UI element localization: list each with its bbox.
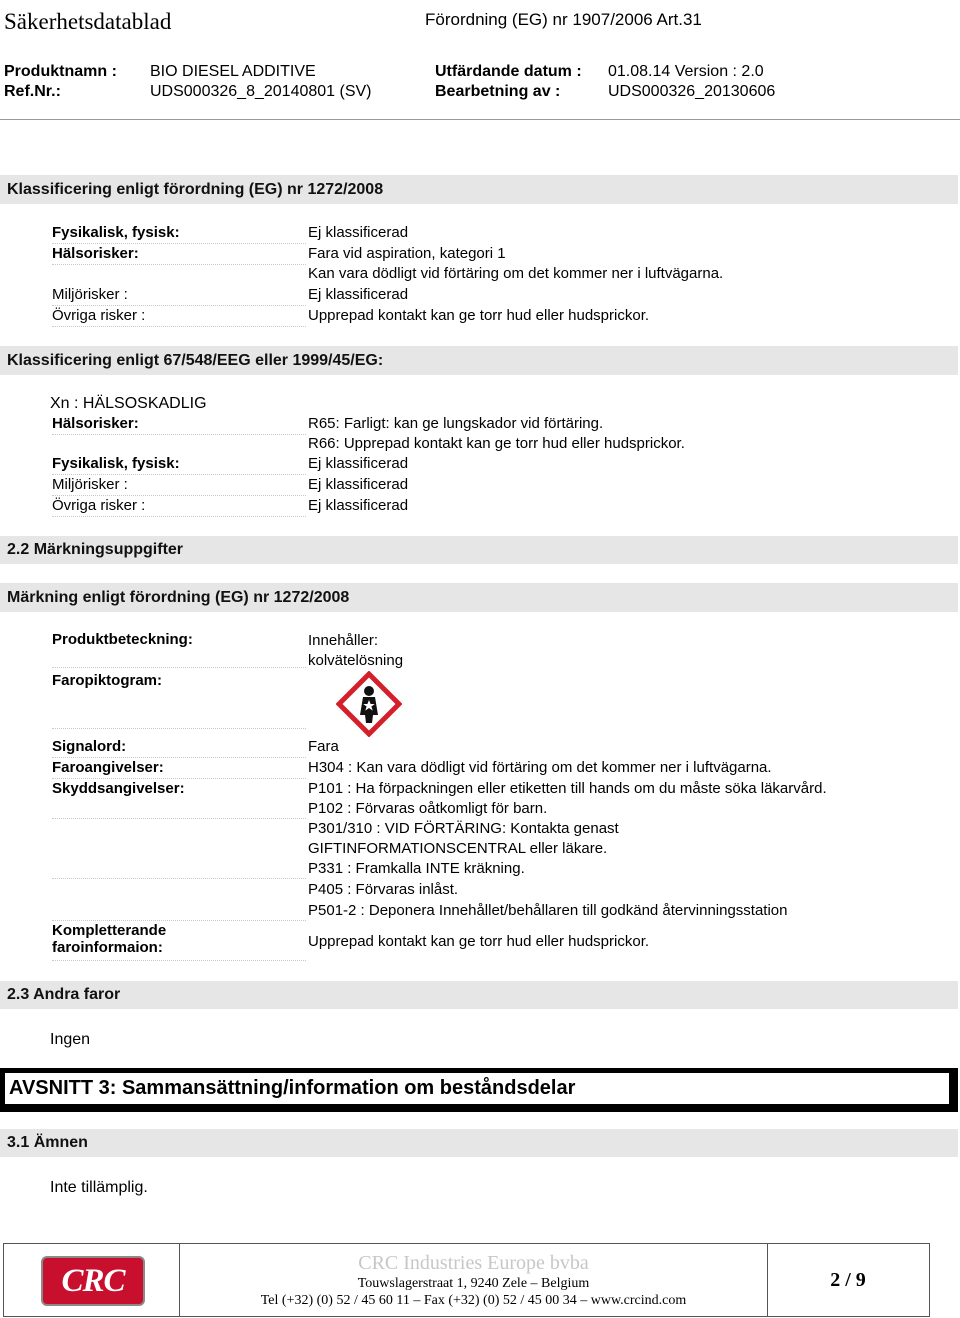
substances-band bbox=[0, 1129, 958, 1157]
section-3-title: AVSNITT 3: Sammansättning/information om beståndsdelar bbox=[9, 1077, 576, 1099]
supplementary-info-label-line-1: Kompletterande bbox=[52, 922, 167, 939]
dsd-environment-value: Ej klassificerad bbox=[308, 476, 409, 493]
supplementary-info-label bbox=[52, 922, 306, 961]
precautionary-statement-p102: P102 : Förvaras oåtkomligt för barn. bbox=[308, 800, 548, 817]
labelling-section-title: 2.2 Märkningsuppgifter bbox=[7, 541, 184, 558]
hazard-statement-h304: H304 : Kan vara dödligt vid förtäring om det kommer ner i luftvägarna. bbox=[308, 759, 772, 776]
precautionary-statement-p301-cont: GIFTINFORMATIONSCENTRAL eller läkare. bbox=[308, 840, 608, 857]
dsd-classification-band bbox=[0, 346, 958, 375]
dsd-other-value: Ej klassificerad bbox=[308, 497, 409, 514]
product-name-label: Produktnamn : bbox=[4, 63, 117, 80]
signal-word-label: Signalord: bbox=[52, 738, 306, 758]
issue-date-label: Utfärdande datum : bbox=[435, 63, 582, 80]
revision-value: UDS000326_20130606 bbox=[608, 83, 776, 100]
footer-company: CRC Industries Europe bvba bbox=[358, 1252, 589, 1274]
dsd-classification-title: Klassificering enligt 67/548/EEG eller 1999/45/EG: bbox=[7, 352, 384, 369]
precautionary-statement-p331: P331 : Framkalla INTE kräkning. bbox=[308, 860, 525, 877]
dsd-health-value-2: R66: Upprepad kontakt kan ge torr hud eller hudsprickor. bbox=[308, 435, 685, 452]
page-number: 2 / 9 bbox=[830, 1269, 866, 1291]
document-title: Säkerhetsdatablad bbox=[4, 9, 172, 34]
precautionary-statement-p501: P501-2 : Deponera Innehållet/behållaren till godkänd återvinningsstation bbox=[308, 902, 788, 919]
footer-contact: Tel (+32) (0) 52 / 45 60 11 – Fax (+32) (0) 52 / 45 00 34 – www.crcind.com bbox=[260, 1293, 687, 1308]
clp-physical-value: Ej klassificerad bbox=[308, 224, 409, 241]
precautionary-statements-label: Skyddsangivelser: bbox=[52, 780, 306, 819]
regulation-reference: Förordning (EG) nr 1907/2006 Art.31 bbox=[425, 10, 702, 29]
labelling-regulation-title: Märkning enligt förordning (EG) nr 1272/2008 bbox=[7, 589, 350, 606]
issue-date-value: 01.08.14 Version : 2.0 bbox=[608, 63, 764, 80]
labelling-regulation-band bbox=[0, 583, 958, 612]
other-hazards-title: 2.3 Andra faror bbox=[7, 986, 121, 1003]
clp-physical-label: Fysikalisk, fysisk: bbox=[52, 224, 306, 244]
dsd-physical-label: Fysikalisk, fysisk: bbox=[52, 455, 306, 475]
product-identifier-label: Produktbeteckning: bbox=[52, 631, 306, 668]
supplementary-info-label-line-2: faroinformaion: bbox=[52, 939, 163, 956]
crc-logo-text: CRC bbox=[61, 1263, 125, 1299]
dsd-other-label: Övriga risker : bbox=[52, 497, 306, 517]
crc-logo bbox=[41, 1256, 145, 1306]
revision-label: Bearbetning av : bbox=[435, 83, 561, 100]
clp-other-label: Övriga risker : bbox=[52, 307, 306, 327]
ref-number-label: Ref.Nr.: bbox=[4, 83, 61, 100]
supplementary-info-value: Upprepad kontakt kan ge torr hud eller hudsprickor. bbox=[308, 933, 650, 950]
product-name-value: BIO DIESEL ADDITIVE bbox=[150, 63, 316, 80]
substances-value: Inte tillämplig. bbox=[50, 1179, 148, 1196]
other-hazards-band bbox=[0, 981, 958, 1009]
precautionary-statement-p101: P101 : Ha förpackningen eller etiketten till hands om du måste söka läkarvård. bbox=[308, 780, 827, 797]
precautionary-label-spacer-1 bbox=[52, 820, 306, 879]
precautionary-statement-p405: P405 : Förvaras inlåst. bbox=[308, 881, 459, 898]
dsd-environment-label: Miljörisker : bbox=[52, 476, 306, 496]
product-identifier-value-2: kolvätelösning bbox=[308, 652, 404, 669]
clp-classification-title: Klassificering enligt förordning (EG) nr 1272/2008 bbox=[7, 181, 384, 198]
ref-number-value: UDS000326_8_20140801 (SV) bbox=[150, 83, 372, 100]
ghs08-health-hazard-icon bbox=[336, 671, 402, 741]
section-3-header bbox=[0, 1068, 958, 1112]
signal-word-value: Fara bbox=[308, 738, 339, 755]
clp-classification-band bbox=[0, 175, 958, 204]
other-hazards-value: Ingen bbox=[50, 1031, 91, 1048]
clp-environment-value: Ej klassificerad bbox=[308, 286, 409, 303]
product-identifier-value-1: Innehåller: bbox=[308, 632, 379, 649]
precautionary-statement-p301: P301/310 : VID FÖRTÄRING: Kontakta genast bbox=[308, 820, 619, 837]
footer-address: Touwslagerstraat 1, 9240 Zele – Belgium bbox=[357, 1276, 590, 1291]
header-divider bbox=[0, 119, 960, 120]
clp-environment-label: Miljörisker : bbox=[52, 286, 306, 306]
clp-other-value: Upprepad kontakt kan ge torr hud eller hudsprickor. bbox=[308, 307, 650, 324]
precautionary-label-spacer-2 bbox=[52, 880, 306, 921]
dsd-health-value-1: R65: Farligt: kan ge lungskador vid förtäring. bbox=[308, 415, 604, 432]
dsd-symbol: Xn : HÄLSOSKADLIG bbox=[50, 395, 207, 412]
dsd-physical-value: Ej klassificerad bbox=[308, 455, 409, 472]
footer bbox=[3, 1243, 930, 1317]
clp-health-value-1: Fara vid aspiration, kategori 1 bbox=[308, 245, 506, 262]
hazard-statements-label: Faroangivelser: bbox=[52, 759, 306, 779]
clp-health-value-2: Kan vara dödligt vid förtäring om det kommer ner i luftvägarna. bbox=[308, 265, 724, 282]
pictogram-label: Faropiktogram: bbox=[52, 672, 306, 729]
labelling-section-band bbox=[0, 536, 958, 564]
substances-title: 3.1 Ämnen bbox=[7, 1134, 88, 1151]
clp-health-label: Hälsorisker: bbox=[52, 245, 306, 265]
dsd-health-label: Hälsorisker: bbox=[52, 415, 306, 435]
